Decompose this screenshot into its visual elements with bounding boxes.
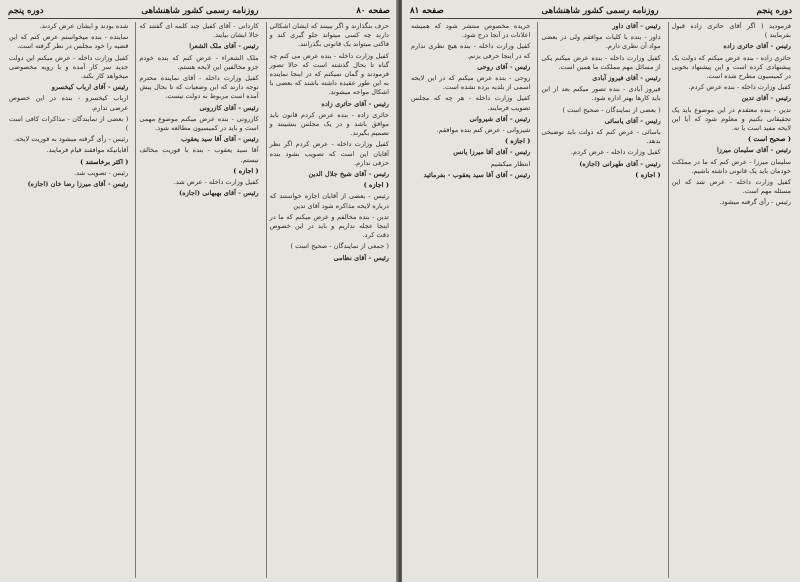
paragraph: ارباب کیخسرو - بنده در این خصوص عرضی ندارم. <box>9 94 129 112</box>
paragraph: سلیمان میرزا - عرض کنم که ما در مملکت خودمان باید یک قانونی داشته باشیم. <box>671 157 791 175</box>
right-col-3 <box>408 22 533 578</box>
left-col-3 <box>6 22 131 578</box>
paragraph: آقایانیکه موافقند قیام فرمایند. <box>46 146 129 155</box>
paragraph: رئیس - تصویب شد. <box>74 168 129 177</box>
paragraph: کفیل وزارت داخله - عرض کردم. <box>570 148 661 157</box>
paragraph: حائری زاده - بنده عرض کردم قانون باید موافق باشد و در یک مجلس بنشینند و تصمیم بگیرند. <box>269 110 389 138</box>
paragraph: رئیس - آقای کازرونی <box>199 103 259 112</box>
paragraph: رئیس - آقای بهبهانی (اجازه) <box>179 189 259 198</box>
left-page <box>0 0 398 582</box>
right-header-right: دوره پنجم <box>756 6 792 16</box>
paragraph: رئیس - آقای فیروز آبادی <box>592 74 661 83</box>
left-page-header <box>8 4 390 19</box>
paragraph: کفیل وزارت داخله - عرض شد که این مسئله مهم است. <box>671 178 791 196</box>
left-header-left: دوره پنجم <box>8 6 44 16</box>
paragraph: فیروز آبادی - بنده تصور میکنم بعد از این باید کارها بهتر اداره شود. <box>541 85 661 103</box>
left-header-center: روزنامه رسمی کشور شاهنشاهی <box>141 6 259 16</box>
left-col-1 <box>266 22 392 578</box>
paragraph: رئیس - آقای سلیمان میرزا <box>716 146 791 155</box>
paragraph: روحی - بنده عرض میکنم که در این لایحه اسمی از بلدیه برده نشده است. <box>411 74 531 92</box>
right-page-header <box>410 4 792 19</box>
paragraph: رئیس - بعضی از آقایان اجازه خواستند که درباره لایحه مذاکره شود آقای تدین <box>269 192 389 210</box>
paragraph: کفیل وزارت داخله - بنده عرض کردم. <box>688 83 791 92</box>
right-col-1 <box>668 22 794 578</box>
paragraph: کازرونی - بنده عرض میکنم موضوع مهمی است و باید در کمیسیون مطالعه شود. <box>139 114 259 133</box>
paragraph: آقا سید یعقوب - بنده با فوریت مخالف نیستم. <box>139 146 259 164</box>
paragraph: ( اجازه ) <box>363 181 389 190</box>
paragraph: نماینده - بنده میخواستم عرض کنم که این قضیه را خود مجلس در نظر گرفته است. <box>9 33 129 51</box>
paragraph: رئیس - آقای داور <box>612 22 661 30</box>
paragraph: کفیل وزارت داخله - عرض کردم اگر نظر آقایان این است که تصویب بشود بنده حرفی ندارم. <box>269 140 389 167</box>
paragraph: حرف بنگذارند و اگر ببینند که ایشان اشکالی دارند چه کسی میتواند جلو گیری کند و فاکتی میتواند یک قانونی بگذرانند. <box>269 22 389 49</box>
paragraph: رئیس - آقای تدین <box>741 94 791 103</box>
paragraph: کفیل وزارت داخله - بنده هیچ نظری ندارم که در اینجا حرفی بزنم. <box>411 42 531 60</box>
paragraph: ( اجازه ) <box>504 137 531 146</box>
paragraph: کاردانی - آقای کفیل چند کلمه ای گفتند که حالا ایشان بیایند. <box>139 22 259 40</box>
paragraph: فرمودید ( اگر آقای حائری زاده قبول بفرمایند ) <box>671 22 791 40</box>
paragraph: ( اکثر برخاستند ) <box>80 157 129 166</box>
paragraph: رئیس - رأی گرفته میشود به فوریت لایحه. <box>13 135 129 144</box>
paragraph: ( اجازه ) <box>233 166 259 175</box>
paragraph: رئیس - آقای حائری زاده <box>723 42 791 51</box>
paragraph: رئیس - آقای حائری زاده <box>321 99 389 108</box>
left-header-right: صفحه ۸۰ <box>356 6 390 16</box>
paragraph: کفیل وزارت داخله - بنده عرض میکنم یکی از مسائل مهم مملکت ما همین است. <box>541 53 661 71</box>
right-col-2 <box>537 22 663 578</box>
paragraph: رئیس - آقای روحی <box>477 62 531 71</box>
paragraph: انتظار میکشیم <box>490 159 531 168</box>
paragraph: تدین - بنده مخالفم و عرض میکنم که ما در اینجا عجله نداریم و باید در این خصوص دقت کرد. <box>269 212 389 240</box>
paragraph: رئیس - آقای شیروانی <box>469 114 531 123</box>
left-page-columns <box>6 22 392 578</box>
paragraph: رئیس - آقای ملک الشعرا <box>189 42 259 51</box>
paragraph: کفیل وزارت داخله - هر چه که مجلس تصویب فرمایند. <box>411 94 531 112</box>
paragraph: ملک الشعراء - عرض کنم که بنده خودم جزو مخالفین این لایحه هستم. <box>139 53 259 71</box>
paragraph: داور - بنده با کلیات موافقم ولی در بعضی مواد آن نظری دارم. <box>541 33 661 51</box>
paragraph: شیروانی - عرض کنم بنده موافقم. <box>436 126 531 135</box>
paragraph: رئیس - آقای شیخ جلال الدین <box>308 170 389 179</box>
paragraph: رئیس - آقای ارباب کیخسرو <box>51 83 129 92</box>
right-page-columns <box>408 22 794 578</box>
paragraph: رئیس - آقای آقا سید یعقوب - بفرمائید <box>423 170 531 179</box>
paragraph: ( بعضی از نمایندگان - صحیح است ) <box>562 105 661 114</box>
paragraph: رئیس - آقای یاسائی <box>604 116 661 125</box>
paragraph: ( بعضی از نمایندگان - مذاکرات کافی است ) <box>9 114 129 133</box>
paragraph: کفیل وزارت داخله - بنده عرض می کنم چه گناه تا بحال گذشته است که حالا تصور فرمودند و گمان نمیکنم که در اینجا نماینده به این طور عقیده داشته باشند که بعضی با اشکال مواجه میشوند. <box>269 51 389 97</box>
right-header-left: صفحه ۸۱ <box>410 6 444 16</box>
paragraph: رئیس - آقای آقا میرزا یانس <box>453 148 531 157</box>
left-col-2 <box>135 22 261 578</box>
paragraph: تدین - بنده معتقدم در این موضوع باید یک تحقیقاتی بکنیم و معلوم شود که آیا این لایحه مفید است یا نه. <box>671 105 791 133</box>
paragraph: رئیس - رأی گرفته میشود. <box>719 198 791 207</box>
paragraph: کفیل وزارت داخله - عرض میکنم این دولت جدید سر کار آمده و با رویه مخصوصی میخواهد کار بکند. <box>9 53 129 81</box>
right-page <box>402 0 800 582</box>
paragraph: رئیس - آقای طهرانی (اجازه) <box>579 159 661 168</box>
paragraph: یاسائی - عرض کنم که دولت باید توضیحی بدهد. <box>541 128 661 146</box>
paragraph: رئیس - آقای آقا سید یعقوب <box>180 135 259 144</box>
paragraph: حائری زاده - بنده عرض میکنم که دولت یک پیشنهادی کرده است و این پیشنهاد بخوبی در کمیسیون مطرح شده است. <box>671 53 791 81</box>
paragraph: رئیس - آقای نظامی <box>333 253 389 262</box>
paragraph: ( صحیح است ) <box>747 135 791 144</box>
paragraph: ( اجازه ) <box>635 170 661 179</box>
right-header-center: روزنامه رسمی کشور شاهنشاهی <box>541 6 659 16</box>
paragraph: شده بودند و ایشان عرض کردند. <box>39 22 129 30</box>
paragraph: ( جمعی از نمایندگان - صحیح است ) <box>290 242 389 251</box>
paragraph: کفیل وزارت داخله - عرض شد. <box>173 178 259 187</box>
paragraph: جریده مخصوص منتشر شود که همیشه اعلانات در آنجا درج شود. <box>411 22 531 40</box>
paragraph: رئیس - آقای میرزا رضا خان (اجازه) <box>27 180 129 189</box>
paragraph: کفیل وزارت داخله - آقای نماینده محترم توجه دارند که این وضعیات که تا بحال پیش آمده است مربوط به دولت نیست. <box>139 74 259 101</box>
